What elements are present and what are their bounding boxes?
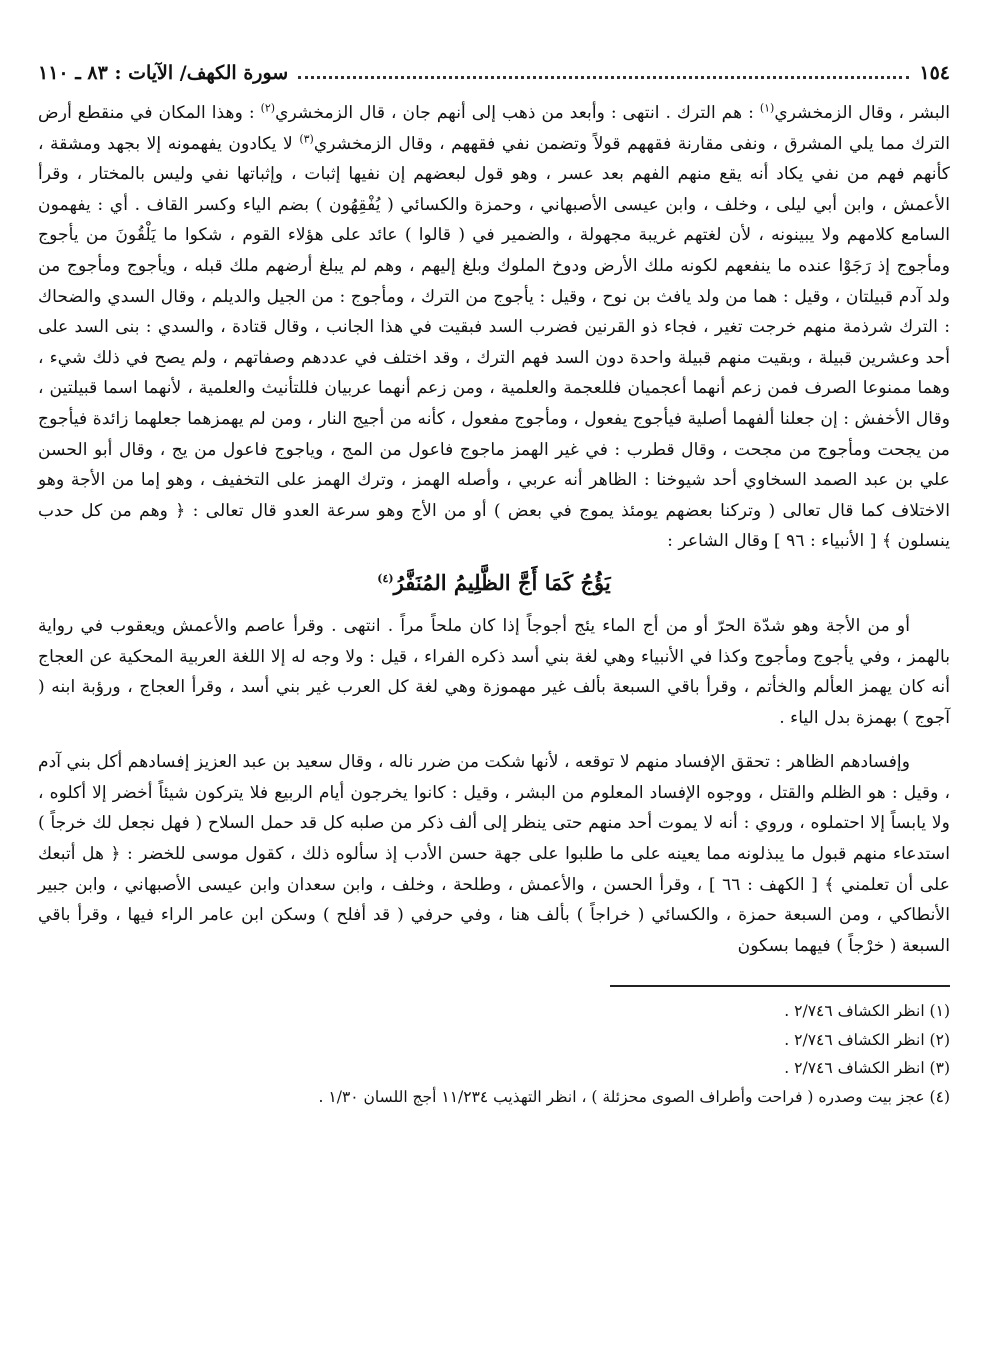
footnote-4: (٤) عجز بيت وصدره ( فراحت وأطراف الصوى محزئلة ) ، انظر التهذيب ١١/٢٣٤ أجج اللسان ١/٣٠ . xyxy=(318,1087,950,1106)
paragraph-1-part-4: لا يكادون يفهمونه إلا بجهد ومشقة ، كأنهم فهم من نفي يكاد أنه يقع منهم الفهم بعد عسر ، وهو قول لبعضهم إن نفيها إثبات ، وإثباتها نفي وليس بالمختار ، وقرأ الأعمش ، وابن أبي ليلى ، وخلف ، وابن عيسى الأصبهاني ، وحمزة والكسائي ( يُفْقِهُون ) بضم الياء وكسر القاف . أي : يفهمون السامع كلامهم ولا يبينونه ، لأن لغتهم غريبة مجهولة ، والضمير في ( قالوا ) عائد على هؤلاء القوم ، شكوا ما يَلْقُونَ من يأجوج ومأجوج إذ رَجَوْا عنده ما ينفعهم لكونه ملك الأرض ودوخ الملوك وبلغ إليهم ، وهم لم يبلغ أرضهم ملك قبله ، ويأجوج ومأجوج من ولد آدم قبيلتان ، وقيل : هما من ولد يافث بن نوح ، وقيل : يأجوج من الترك ، ومأجوج : من الجيل والديلم ، وقال السدي والضحاك : الترك شرذمة منهم خرجت تغير ، فجاء ذو القرنين فضرب السد فبقيت في هذا الجانب ، وقال قتادة ، والسدي : بنى السد على أحد وعشرين قبيلة ، وبقيت منهم قبيلة واحدة دون السد فهم الترك ، وقد اختلف في عددهم وصفاتهم ، ولم يصح في ذلك شيء ، وهما ممنوعا الصرف فمن زعم أنهما أعجميان فللعجمة والعلمية ، ومن زعم أنهما عربيان فللتأنيث والعلمية ، لأنهما اسما قبيلتين ، وقال الأخفش : إن جعلنا ألفهما أصلية فيأجوج يفعول ، ومأجوج مفعول ، كأنه من أجيج النار ، ومن لم يهمزهما جعلهما زائدة فيأجوج من يجحت ومأجوج من مجحت ، وقال قطرب : في غير الهمز ماجوج فاعول من المج ، وياجوج فاعول من يج ، وقال أبو الحسن علي بن عبد الصمد السخاوي أحد شيوخنا : الظاهر أنه عربي ، وأصله الهمز ، وترك الهمز على التخفيف ، وهو إما من الأجة وهو الاختلاف كما قال تعالى ( وتركنا بعضهم يومئذ يموج في بعض ) أو من الأج وهو سرعة العدو قال تعالى : ﴿ وهم من كل حدب ينسلون ﴾ [ الأنبياء : ٩٦ ] وقال الشاعر : xyxy=(38,133,950,552)
footnote-2: (٢) انظر الكشاف ٢/٧٤٦ . xyxy=(784,1030,950,1049)
page-number: ١٥٤ xyxy=(919,62,950,84)
footnote-ref-3: (٣) xyxy=(299,131,314,145)
footnotes xyxy=(38,997,950,1111)
footnote-ref-2: (٢) xyxy=(260,101,276,115)
paragraph-1 xyxy=(38,98,950,557)
footnote-ref-1: (١) xyxy=(759,101,775,115)
paragraph-gap xyxy=(38,733,950,747)
dotted-leader xyxy=(298,76,909,79)
body-text xyxy=(38,98,950,961)
verse-text: يَؤُجُ كَمَا أَجَّ الظَّلِيمُ المُنَفَّرُ xyxy=(393,569,611,595)
paragraph-1-part-1: البشر ، وقال الزمخشري xyxy=(774,103,950,123)
book-page xyxy=(38,58,950,1111)
running-head-title: سورة الكهف/ الآيات : ٨٣ ـ ١١٠ xyxy=(38,62,289,84)
poetry-verse xyxy=(38,563,950,603)
footnote-3: (٣) انظر الكشاف ٢/٧٤٦ . xyxy=(784,1059,950,1078)
paragraph-2: أو من الأجة وهو شدّة الحرّ أو من أج الماء يئج أجوجاً إذا كان ملحاً مراً . انتهى . وقرأ عاصم والأعمش ويعقوب في رواية بالهمز ، وفي يأجوج ومأجوج وكذا في الأنبياء وهي لغة بني أسد ذكره الفراء ، قيل : ولا وجه له إلا اللغة العربية المحكية عن العجاج أنه كان يهمز العألم والخأتم ، وقرأ باقي السبعة بألف غير مهموزة وهي لغة كل العرب غير بني أسد ، وقرأ العجاج ، ورؤبة ابنه ( آجوج ) بهمزة بدل الياء . xyxy=(38,615,950,728)
footnote-ref-4: (٤) xyxy=(377,571,394,585)
paragraph-1-part-2: : هم الترك . انتهى : وأبعد من ذهب إلى أنهم جان ، قال الزمخشري xyxy=(275,103,760,123)
footnote-1: (١) انظر الكشاف ٢/٧٤٦ . xyxy=(784,1002,950,1021)
running-head xyxy=(38,58,950,92)
footnote-divider xyxy=(610,985,950,987)
paragraph-1-part-3: : وهذا المكان في منقطع أرض الترك مما يلي المشرق ، ونفى مقارنة فقههم قولاً وتضمن نفي فقههم ، وقال الزمخشري xyxy=(38,103,951,154)
paragraph-3: وإفسادهم الظاهر : تحقق الإفساد منهم لا توقعه ، لأنها شكت من ضرر ناله ، وقال سعيد بن عبد العزيز إفسادهم أكل بني آدم ، وقيل : هو الظلم والقتل ، ووجوه الإفساد المعلوم من البشر ، وقيل : كانوا يخرجون أيام الربيع فلا يتركون شيئاً أخضر إلا أكلوه ، ولا يابساً إلا احتملوه ، وروي : أنه لا يموت أحد منهم حتى ينظر إلى ألف ذكر من صلبه كل قد حمل السلاح ( فهل نجعل لك خرجاً ) استدعاء منهم قبول ما يبذلونه مما يعينه على ما طلبوا على جهة حسن الأدب إذ سألوه ذلك ، كقول موسى للخضر : ﴿ هل أتبعك على أن تعلمني ﴾ [ الكهف : ٦٦ ] ، وقرأ الحسن ، والأعمش ، وطلحة ، وخلف ، وابن سعدان وابن عيسى الأصبهاني ، وابن جبير الأنطاكي ، ومن السبعة حمزة ، والكسائي ( خراجاً ) بألف هنا ، وفي حرفي ( قد أفلح ) وسكن ابن عامر الراء فيها ، وقرأ باقي السبعة ( خرْجاً ) فيهما بسكون xyxy=(38,752,950,956)
